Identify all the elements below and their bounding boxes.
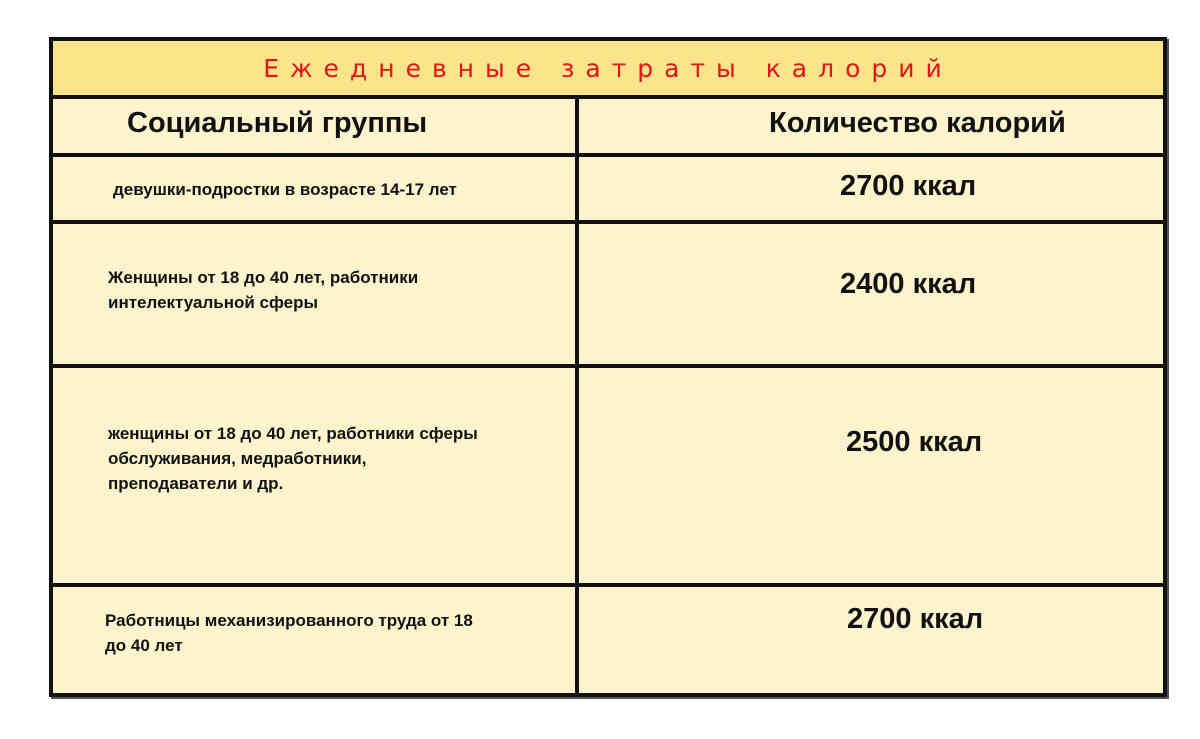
calories-cell [579, 368, 1163, 583]
calorie-table [49, 37, 1167, 697]
group-label: Женщины от 18 до 40 лет, работники интелектуальной сферы [108, 268, 419, 312]
calories-cell [579, 587, 1163, 697]
group-label: Работницы механизированного труда от 18 до 40 лет [105, 611, 473, 655]
header-row [53, 99, 1163, 157]
group-cell [53, 587, 579, 697]
calories-value: 2700 ккал [840, 170, 977, 202]
calories-cell [579, 157, 1163, 220]
group-label: девушки-подростки в возрасте 14-17 лет [113, 180, 457, 199]
group-cell [53, 224, 579, 364]
header-calories-label: Количество калорий [769, 107, 1066, 139]
header-group-label: Социальный группы [127, 107, 428, 139]
calories-cell [579, 224, 1163, 364]
table-row [53, 224, 1163, 368]
header-cell-calories [579, 99, 1163, 153]
table-row [53, 587, 1163, 697]
group-cell [53, 368, 579, 583]
calories-value: 2700 ккал [847, 603, 984, 635]
header-cell-group [53, 99, 579, 153]
group-label: женщины от 18 до 40 лет, работники сферы обслуживания, медработники, преподаватели и др. [108, 424, 478, 493]
calories-value: 2500 ккал [846, 426, 983, 458]
group-cell [53, 157, 579, 220]
table-row [53, 368, 1163, 587]
table-row [53, 157, 1163, 224]
table-title-row [53, 41, 1163, 99]
table-title: Ежедневные затраты калорий [263, 53, 953, 83]
calories-value: 2400 ккал [840, 268, 977, 300]
